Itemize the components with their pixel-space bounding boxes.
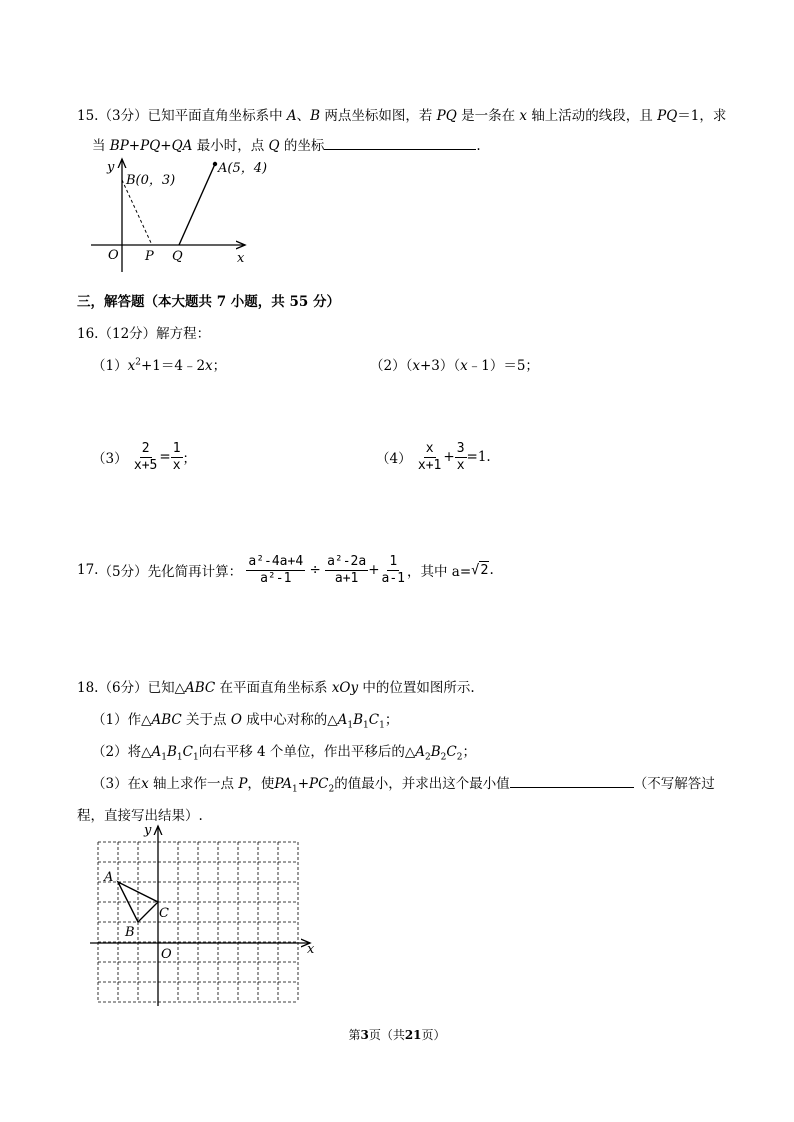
q17: 17.（5分）先化简再计算： $\frac{\text{a²-4a+4}}{\text{a²-1}}$ ÷ $\frac{\text{a²-2a}}{a+1}$ + $\frac{1}{a-1}$ ，其中 a=√2. — [77, 554, 494, 586]
q15-answer-blank[interactable] — [324, 149, 476, 150]
label-O: O — [161, 947, 172, 962]
q18-step3: （3）在x 轴上求作一点 P，使$PA_1+PC_2$的值最小，并求出这个最小值 （不写解答过 — [92, 776, 715, 795]
q18-step1: （1）作△ABC 关于点 O 成中心对称的$\triangle A_1B_1C_1$； — [92, 712, 399, 731]
label-x: x — [237, 251, 245, 266]
point-A — [213, 162, 217, 166]
fraction: $\frac{\text{a²-4a+4}}{\text{a²-1}}$ — [248, 554, 304, 586]
q18-step3-cont: 程，直接写出结果）. — [77, 808, 203, 824]
label-y: y — [107, 160, 115, 175]
q16-part1: $(1)x^2+1=4﹣2x$； — [92, 357, 227, 374]
label-C: C — [159, 906, 169, 921]
fraction: $\frac{\text{a²-2a}}{a+1}$ — [327, 554, 367, 586]
dashed-grid — [98, 842, 298, 1002]
sqrt-expression: √2 — [471, 562, 489, 579]
section-heading: 三，解答题（本大题共 7 小题，共 55 分） — [77, 294, 340, 310]
q16-part2: （2）（x+3）（x﹣1）＝5； — [370, 358, 539, 374]
label-y: y — [144, 823, 152, 838]
q16-part4: （4） $\frac{x}{x+1}$ + $\frac{3}{x}$ =1. — [376, 441, 491, 473]
q16-part3: （3） $\frac{2}{x+5}$ = $\frac{1}{x}$ ； — [92, 441, 197, 473]
label-O: O — [108, 248, 119, 263]
label-P: P — [145, 249, 154, 264]
label-A: A — [104, 870, 114, 885]
label-A: A(5，4) — [218, 161, 268, 176]
fraction: $\frac{1}{a-1}$ — [381, 554, 406, 586]
q15-line2: 当 BP+PQ+QA 最小时，点 Q 的坐标 . — [92, 138, 481, 154]
fraction: $\frac{1}{x}$ — [172, 441, 181, 473]
segment-BP — [122, 180, 152, 245]
q15-figure — [85, 155, 268, 275]
q16-stem: 16.（12分）解方程： — [77, 326, 211, 342]
q18-answer-blank[interactable] — [510, 787, 634, 788]
q18-grid-figure — [88, 820, 323, 1008]
label-B: B(0，3) — [126, 173, 176, 188]
fraction: $\frac{x}{x+1}$ — [417, 441, 442, 473]
q18-stem: 18.（6分）已知△ABC 在平面直角坐标系 xOy 中的位置如图所示. — [77, 680, 475, 696]
q18-step2: （2）将$\triangle A_1B_1C_1$向右平移 4 个单位，作出平移后的$\triangle A_2B_2C_2$； — [92, 744, 476, 763]
fraction: $\frac{2}{x+5}$ — [133, 441, 158, 473]
page-footer: 第3页（共21页） — [348, 1028, 446, 1042]
segment-QA — [179, 164, 215, 245]
label-B: B — [125, 925, 135, 940]
fraction: $\frac{3}{x}$ — [456, 441, 465, 473]
q15-line1: 15.（3分）已知平面直角坐标系中 A、B 两点坐标如图，若 PQ 是一条在 x 轴上活动的线段，且 PQ＝1，求 — [77, 108, 727, 124]
label-Q: Q — [172, 249, 183, 264]
label-x: x — [307, 942, 315, 957]
